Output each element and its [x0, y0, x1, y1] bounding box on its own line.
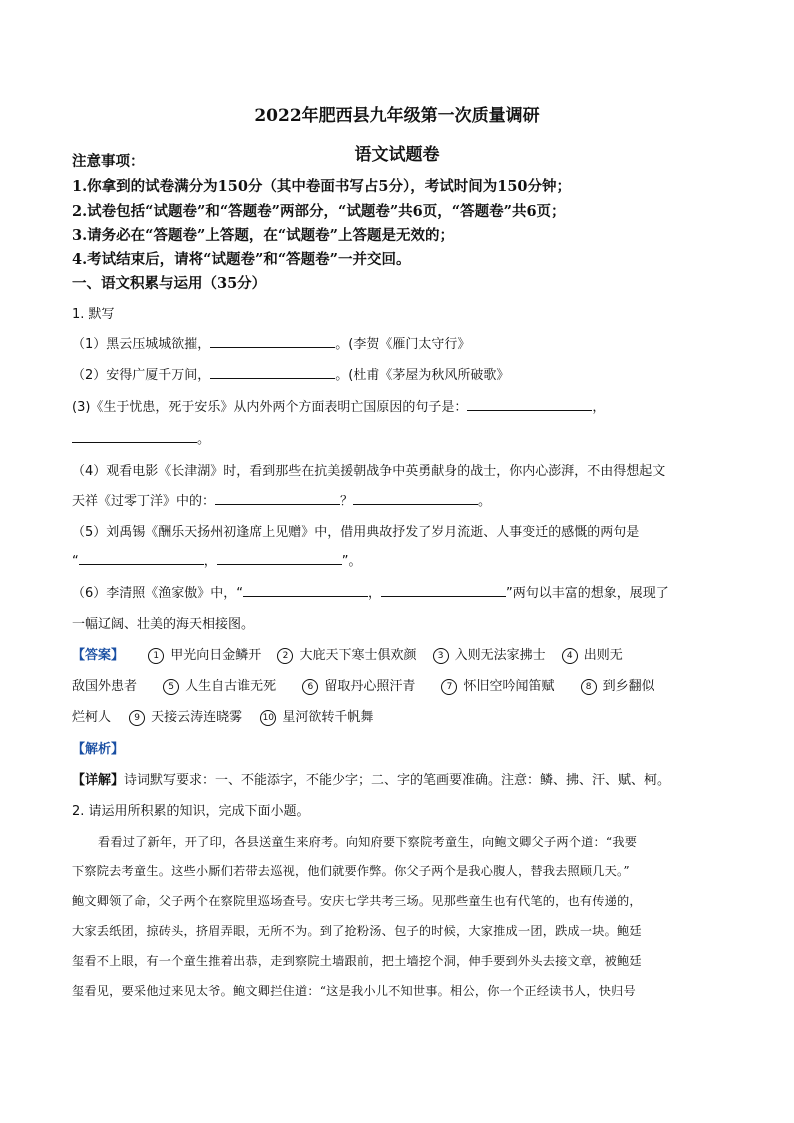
punct: 。 [478, 494, 492, 509]
passage-line: 看看过了新年，开了印，各县送童生来府考。向知府要下察院考童生，向鲍文卿父子两个道：“我要 [98, 835, 638, 849]
q1-item-5-cont [72, 550, 362, 569]
punct: ？ [340, 494, 354, 509]
circled-number: 5 [163, 679, 179, 695]
answer-blank [72, 428, 197, 443]
passage-line: 玺看不上眼，有一个童生推着出恭，走到察院土墙跟前，把土墙挖个洞，伸手要到外头去接文章，被鲍廷 [72, 954, 642, 968]
answer-blank [381, 582, 506, 597]
answer-item: 6 留取丹心照汗青 [302, 679, 415, 694]
q1-item-6-cont: 一幅辽阔、壮美的海天相接图。 [72, 617, 255, 632]
detail-tag: 【详解】 [72, 773, 125, 788]
detail-text: 诗词默写要求：一、不能添字，不能少字；二、字的笔画要准确。注意：鳞、拂、汗、赋、柯。 [124, 773, 671, 788]
q1-item-2 [72, 364, 509, 383]
punct: “ [72, 554, 79, 569]
analysis-tag: 【解析】 [72, 742, 125, 757]
note-item-1: 1.你拿到的试卷满分为150分（其中卷面书写占5分），考试时间为150分钟； [72, 178, 572, 195]
q1-3-text: (3)《生于忧患，死于安乐》从内外两个方面表明亡国原因的句子是： [72, 400, 468, 415]
page-title: 2022年肥西县九年级第一次质量调研 [254, 106, 540, 126]
section-heading: 一、语文积累与运用（35分） [72, 275, 267, 292]
answer-item: 4 出则无 [562, 648, 623, 663]
answer-blank [243, 582, 368, 597]
answer-item: 10 星河欲转千帆舞 [260, 710, 373, 725]
circled-number: 4 [562, 648, 578, 664]
passage-line: 玺看见，要采他过来见太爷。鲍文卿拦住道：“这是我小儿不知世事。相公，你一个正经读书人，快归号 [72, 984, 636, 998]
q1-item-3 [72, 396, 605, 415]
q1-4-text: 天祥《过零丁洋》中的： [72, 494, 216, 509]
q1-6-text-after: ”两句以丰富的想象，展现了 [506, 586, 669, 601]
answer-blank [210, 364, 335, 379]
q1-item-5: （5）刘禹锡《酬乐天扬州初逢席上见赠》中，借用典故抒发了岁月流逝、人事变迁的感慨的两句是 [72, 525, 640, 540]
q1-6-text: （6）李清照《渔家傲》中，“ [72, 586, 244, 601]
passage-line: 下察院去考童生。这些小厮们若带去巡视，他们就要作弊。你父子两个是我心腹人，替我去照顾几天。” [72, 864, 630, 878]
punct: 。 [197, 432, 211, 447]
circled-number: 1 [148, 648, 164, 664]
answer-item: 7 怀旧空吟闻笛赋 [441, 679, 554, 694]
q1-item-1 [72, 333, 470, 352]
note-item-3: 3.请务必在“答题卷”上答题，在“试题卷”上答题是无效的； [72, 227, 454, 244]
q1-2-text: （2）安得广厦千万间， [72, 368, 211, 383]
answer-line-2 [72, 675, 655, 695]
answer-blank [215, 490, 340, 505]
answer-item: 敌国外患者 [72, 679, 138, 694]
answer-blank [210, 333, 335, 348]
circled-number: 3 [433, 648, 449, 664]
notes-heading: 注意事项： [72, 153, 145, 170]
circled-number: 6 [302, 679, 318, 695]
q1-label: 1. 默写 [72, 307, 115, 322]
answer-item: 5 人生自古谁无死 [163, 679, 276, 694]
page-subtitle: 语文试题卷 [354, 145, 440, 165]
q1-1-text: （1）黑云压城城欲摧， [72, 337, 211, 352]
q1-item-4: （4）观看电影《长津湖》时，看到那些在抗美援朝战争中英勇献身的战士，你内心澎湃，不由得想起文 [72, 464, 666, 479]
note-item-2: 2.试卷包括“试题卷”和“答题卷”两部分，“试题卷”共6页，“答题卷”共6页； [72, 203, 566, 220]
answer-item: 3 入则无法家拂士 [433, 648, 546, 663]
answer-item: 2 大庇天下寒士俱欢颜 [277, 648, 416, 663]
analysis-line [72, 738, 124, 757]
circled-number: 2 [277, 648, 293, 664]
punct: ， [592, 400, 606, 415]
answer-line-1 [72, 644, 623, 664]
detail-line [72, 769, 670, 788]
punct: ， [368, 586, 382, 601]
answer-blank [467, 396, 592, 411]
answer-tag: 【答案】 [72, 648, 125, 663]
answer-item: 8 到乡翻似 [581, 679, 655, 694]
circled-number: 8 [581, 679, 597, 695]
passage-line: 大家丢纸团，掠砖头，挤眉弄眼，无所不为。到了抢粉汤、包子的时候，大家推成一团，跌成一块。鲍廷 [72, 924, 642, 938]
note-item-4: 4.考试结束后，请将“试题卷”和“答题卷”一并交回。 [72, 251, 411, 268]
q1-item-4-cont [72, 490, 491, 509]
answer-blank [217, 550, 342, 565]
circled-number: 7 [441, 679, 457, 695]
circled-number: 10 [260, 710, 276, 726]
answer-item: 1 甲光向日金鳞开 [148, 648, 261, 663]
punct: ”。 [341, 554, 362, 569]
answer-blank [353, 490, 478, 505]
passage-line: 鲍文卿领了命，父子两个在察院里巡场查号。安庆七学共考三场。见那些童生也有代笔的，也有传递的， [72, 894, 642, 908]
q1-item-3-cont [72, 428, 210, 447]
answer-item: 烂柯人 [72, 710, 112, 725]
q2-label: 2. 请运用所积累的知识，完成下面小题。 [72, 804, 310, 819]
q1-item-6 [72, 582, 669, 601]
answer-line-3 [72, 706, 385, 726]
answer-item: 9 天接云涛连晓雾 [129, 710, 242, 725]
q1-2-source: 。(杜甫《茅屋为秋风所破歌》 [335, 368, 510, 383]
q1-1-source: 。(李贺《雁门太守行》 [335, 337, 471, 352]
punct: ， [203, 554, 217, 569]
answer-blank [79, 550, 204, 565]
circled-number: 9 [129, 710, 145, 726]
